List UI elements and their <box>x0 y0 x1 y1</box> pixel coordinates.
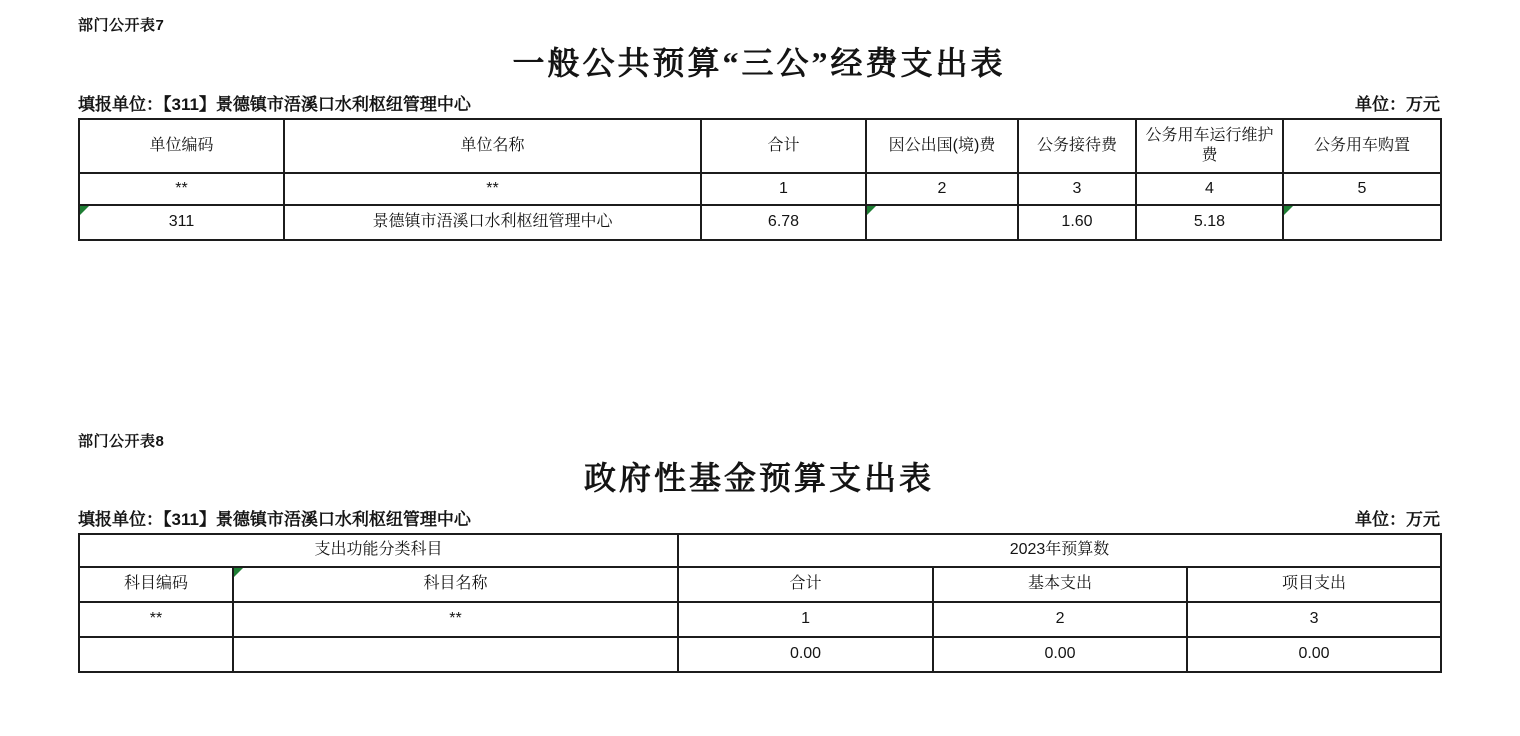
index-cell: 3 <box>1187 602 1441 637</box>
group-header-function-subject: 支出功能分类科目 <box>79 534 678 567</box>
col-header-vehicle-purchase-fee: 公务用车购置 <box>1283 119 1441 173</box>
index-cell: 4 <box>1136 173 1283 205</box>
section-three-public-budget <box>78 14 1440 241</box>
col-header-vehicle-maintenance-fee: 公务用车运行维护费 <box>1136 119 1283 173</box>
table7-title: 一般公共预算“三公”经费支出表 <box>512 45 1006 81</box>
cell-unit-code-text: 311 <box>168 213 195 231</box>
table8-reporting-unit: 填报单位：【311】景德镇市浯溪口水利枢纽管理中心 <box>78 509 471 529</box>
index-cell: 5 <box>1283 173 1441 205</box>
cell-flag-triangle-icon <box>234 568 243 577</box>
cell-total: 6.78 <box>701 205 866 240</box>
cell-vehicle-purchase-fee <box>1283 205 1441 240</box>
col-header-project-expense: 项目支出 <box>1187 567 1441 602</box>
cell-flag-triangle-icon <box>1284 206 1293 215</box>
cell-flag-triangle-icon <box>80 206 89 215</box>
index-cell: ** <box>79 602 233 637</box>
index-cell: 2 <box>933 602 1187 637</box>
cell-subject-code <box>79 637 233 672</box>
table7-unit-note: 单位：万元 <box>1355 94 1440 114</box>
section-government-fund-budget <box>78 430 1440 673</box>
table8-title: 政府性基金预算支出表 <box>583 460 934 496</box>
col-header-total: 合计 <box>678 567 933 602</box>
table7-header-row <box>79 119 1441 173</box>
table7-meta-row <box>78 90 1440 115</box>
three-public-expense-table <box>78 118 1442 241</box>
index-cell: 2 <box>866 173 1018 205</box>
table8-index-row <box>79 602 1441 637</box>
index-cell: 1 <box>678 602 933 637</box>
col-header-basic-expense: 基本支出 <box>933 567 1187 602</box>
cell-vehicle-maintenance-fee: 5.18 <box>1136 205 1283 240</box>
group-header-budget-2023: 2023年预算数 <box>678 534 1441 567</box>
cell-unit-name: 景德镇市浯溪口水利枢纽管理中心 <box>284 205 701 240</box>
index-cell: ** <box>79 173 284 205</box>
cell-basic-expense: 0.00 <box>933 637 1187 672</box>
col-header-abroad-fee: 因公出国(境)费 <box>866 119 1018 173</box>
table7-tag: 部门公开表7 <box>78 17 165 34</box>
cell-subject-name <box>233 637 678 672</box>
col-header-total: 合计 <box>701 119 866 173</box>
government-fund-expense-table <box>78 533 1442 673</box>
table8-unit-note: 单位：万元 <box>1355 509 1440 529</box>
index-cell: ** <box>284 173 701 205</box>
col-header-subject-name-text: 科目名称 <box>423 575 488 593</box>
cell-unit-code <box>79 205 284 240</box>
table8-header-row <box>79 567 1441 602</box>
col-header-subject-code: 科目编码 <box>79 567 233 602</box>
table7-index-row <box>79 173 1441 205</box>
index-cell: 3 <box>1018 173 1136 205</box>
table8-meta-row <box>78 505 1440 530</box>
table7-data-row <box>79 205 1441 240</box>
table8-group-header-row <box>79 534 1441 567</box>
table8-tag: 部门公开表8 <box>78 433 165 450</box>
index-cell: 1 <box>701 173 866 205</box>
table7-reporting-unit: 填报单位：【311】景德镇市浯溪口水利枢纽管理中心 <box>78 94 471 114</box>
cell-reception-fee: 1.60 <box>1018 205 1136 240</box>
col-header-reception-fee: 公务接待费 <box>1018 119 1136 173</box>
index-cell: ** <box>233 602 678 637</box>
cell-total: 0.00 <box>678 637 933 672</box>
cell-project-expense: 0.00 <box>1187 637 1441 672</box>
col-header-unit-code: 单位编码 <box>79 119 284 173</box>
col-header-subject-name <box>233 567 678 602</box>
cell-abroad-fee <box>866 205 1018 240</box>
col-header-unit-name: 单位名称 <box>284 119 701 173</box>
cell-flag-triangle-icon <box>867 206 876 215</box>
table8-data-row <box>79 637 1441 672</box>
